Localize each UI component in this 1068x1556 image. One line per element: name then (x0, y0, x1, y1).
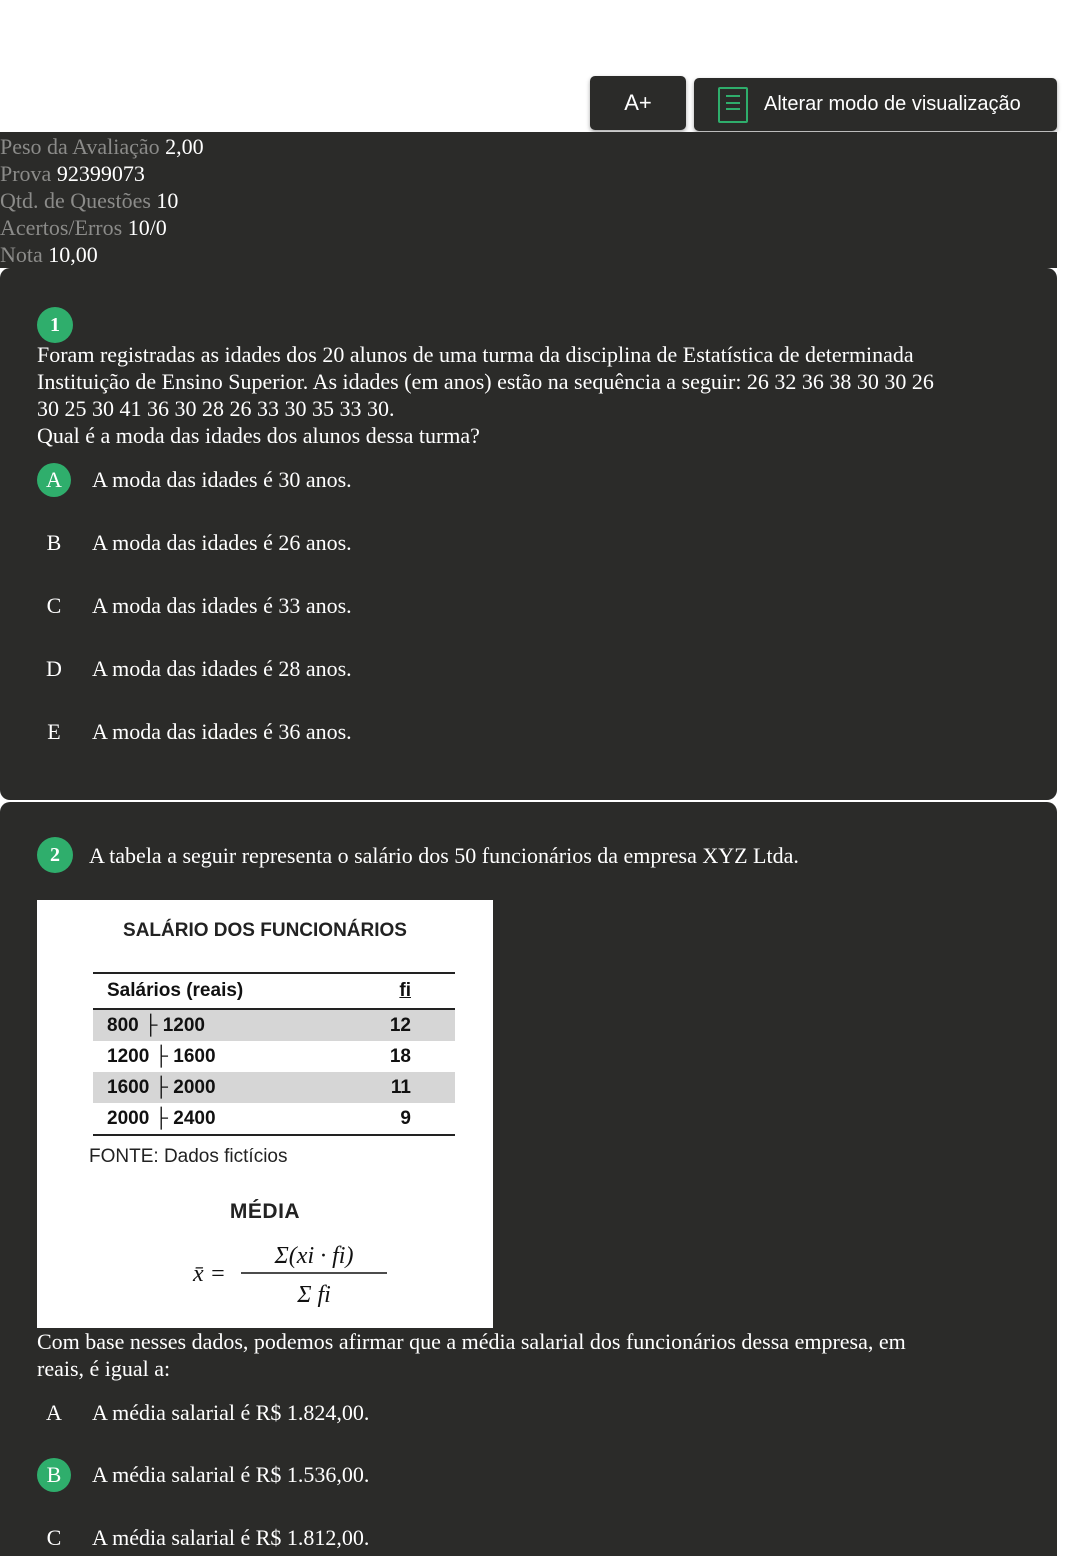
question-card-2 (0, 802, 1057, 1556)
option-a[interactable] (37, 463, 352, 497)
font-size-button-label: A+ (624, 90, 652, 115)
figure-title: SALÁRIO DOS FUNCIONÁRIOS (123, 920, 407, 941)
option-text: A moda das idades é 36 anos. (92, 719, 352, 744)
question-number-badge: 1 (37, 307, 73, 343)
salary-table-figure (37, 900, 493, 1328)
mean-formula (189, 1230, 389, 1310)
option-text: A moda das idades é 28 anos. (92, 656, 352, 681)
option-b[interactable] (37, 526, 352, 560)
summary-question-count: Qtd. de Questões 10 (0, 188, 179, 213)
formula-lhs: x̄ = (193, 1261, 226, 1287)
salary-table (93, 972, 455, 1136)
summary-grade: Nota 10,00 (0, 242, 98, 267)
option-letter-correct: A (37, 463, 71, 497)
formula-numerator: Σ(xi · fi) (274, 1243, 354, 1269)
option-letter: C (46, 593, 62, 618)
option-text: A média salarial é R$ 1.812,00. (92, 1525, 370, 1550)
option-text: A moda das idades é 26 anos. (92, 530, 352, 555)
option-b[interactable] (37, 1458, 370, 1492)
option-c[interactable] (37, 589, 352, 623)
option-text: A moda das idades é 30 anos. (92, 467, 352, 492)
question-card-1 (0, 268, 1057, 800)
option-letter-correct: B (37, 1458, 71, 1492)
option-text: A moda das idades é 33 anos. (92, 593, 352, 618)
table-row: 1200 ├ 1600 18 (107, 1045, 411, 1067)
option-e[interactable] (37, 715, 352, 749)
table-rule (93, 1134, 455, 1136)
option-d[interactable] (37, 652, 352, 686)
table-source: FONTE: Dados fictícios (89, 1146, 288, 1167)
question-intro: A tabela a seguir representa o salário dos 50 funcionários da empresa XYZ Ltda. (89, 843, 799, 868)
document-view-icon (718, 87, 748, 123)
table-header: Salários (reais) fi (107, 980, 411, 1001)
table-row: 800 ├ 1200 12 (93, 1010, 455, 1041)
font-size-button[interactable] (590, 76, 686, 130)
question-text: Com base nesses dados, podemos afirmar que a média salarial dos funcionários dessa empresa, em reais, é igual a: (37, 1329, 906, 1381)
question-number-badge: 2 (37, 837, 73, 873)
view-mode-button-label: Alterar modo de visualização (764, 93, 1021, 115)
formula-label: MÉDIA (229, 1200, 301, 1223)
summary-weight: Peso da Avaliação 2,00 (0, 134, 204, 159)
formula-denominator: Σ fi (297, 1282, 331, 1308)
question-text: Foram registradas as idades dos 20 alunos de uma turma da disciplina de Estatística de determinada Instituição de Ensino Superior. As idades (em anos) estão na sequência a seguir: 26 32 36 38 30 30 26 30 25 30 41 36 30 28 26 33 30 35 33 30. Qual é a moda das idades dos alunos dessa turma? (37, 342, 934, 448)
option-a[interactable] (37, 1396, 370, 1430)
option-text: A média salarial é R$ 1.824,00. (92, 1400, 370, 1425)
option-letter: A (46, 1400, 62, 1425)
table-row: 1600 ├ 2000 11 (93, 1072, 455, 1103)
view-mode-button[interactable] (694, 78, 1057, 131)
summary-hits-misses: Acertos/Erros 10/0 (0, 215, 167, 240)
option-letter: E (47, 719, 61, 744)
table-row: 2000 ├ 2400 9 (107, 1107, 411, 1129)
option-letter: C (46, 1525, 62, 1550)
option-text: A média salarial é R$ 1.536,00. (92, 1462, 370, 1487)
option-c[interactable] (37, 1521, 370, 1555)
option-letter: B (46, 530, 62, 555)
summary-exam-id: Prova 92399073 (0, 161, 145, 186)
exam-summary (0, 132, 1057, 268)
option-letter: D (46, 656, 62, 681)
